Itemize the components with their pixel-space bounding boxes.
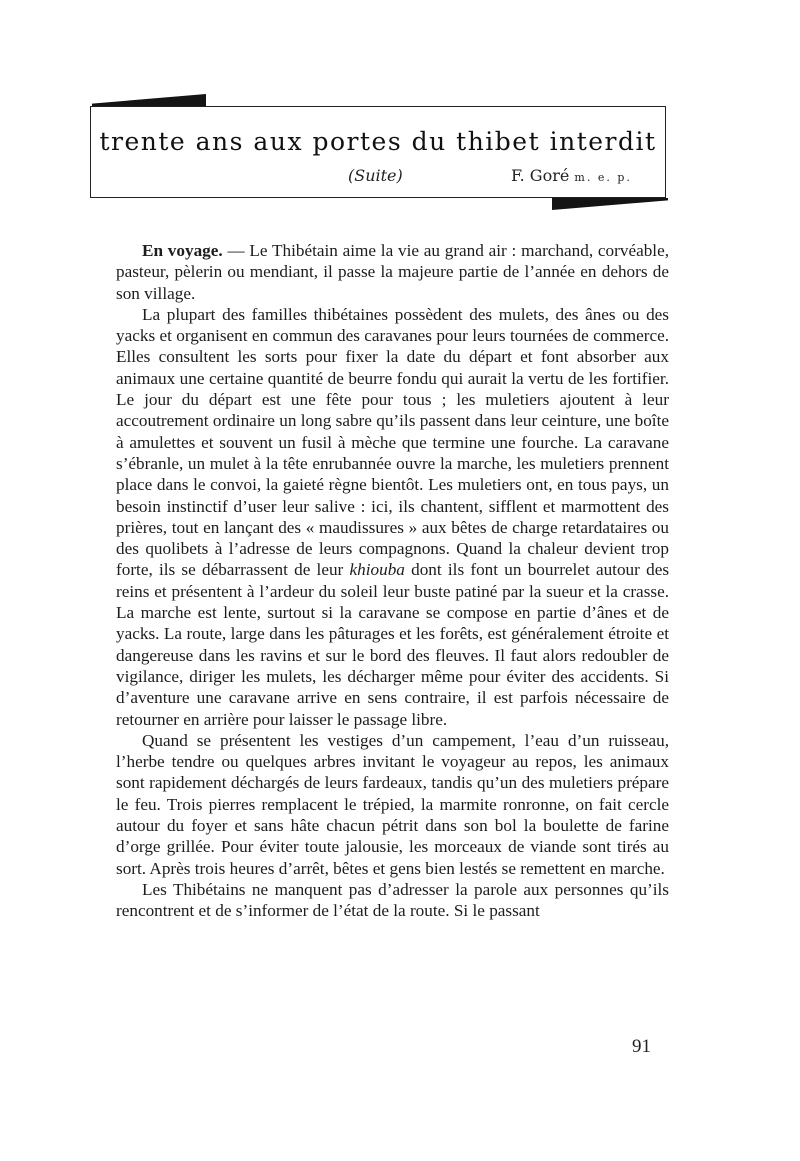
paragraph-4: Les Thibétains ne manquent pas d’adresser la parole aux personnes qu’ils rencontrent et de s’informer de l’état de la route. Si le passant <box>116 879 669 921</box>
title-rule-bottom <box>552 198 668 210</box>
paragraph-2 <box>116 304 669 730</box>
page-number: 91 <box>632 1036 651 1057</box>
paragraph-1-text: — Le Thibétain aime la vie au grand air : marchand, corvéable, pasteur, pèlerin ou mendiant, il passe la majeure partie de l’année en dehors de son village. <box>116 241 669 303</box>
paragraph-1 <box>116 240 669 304</box>
title-rule-top <box>92 94 206 106</box>
article-title: trente ans aux portes du thibet interdit <box>99 127 657 156</box>
article-body <box>116 240 669 922</box>
author-name: F. Goré <box>511 166 570 185</box>
paragraph-2-text-a: La plupart des familles thibétaines possèdent des mulets, des ânes ou des yacks et organisent en commun des caravanes pour leurs tournées de commerce. Elles consultent les sorts pour fixer la date du départ et font absorber aux animaux une certaine quantité de beurre fondu qui aurait la vertu de les fortifier. Le jour du départ est une fête pour tous ; les muletiers ajoutent à leur accoutrement ordinaire un long sabre qu’ils passent dans leur ceinture, une boîte à amulettes et souvent un fusil à mèche que termine une fourche. La caravane s’ébranle, un mulet à la tête enrubannée ouvre la marche, les muletiers prennent place dans le convoi, la gaieté règne bientôt. Les muletiers ont, en tous pays, un besoin instinctif d’user leur salive : ici, ils chantent, sifflent et marmottent des prières, tout en lançant des « maudissures » aux bêtes de charge retardataires ou des quolibets à l’adresse de leurs compagnons. Quand la chaleur devient trop forte, ils se débarrassent de leur <box>116 304 669 580</box>
paragraph-3: Quand se présentent les vestiges d’un campement, l’eau d’un ruisseau, l’herbe tendre ou quelques arbres invitant le voyageur au repos, les animaux sont rapidement déchargés de leurs fardeaux, tandis qu’un des muletiers prépare le feu. Trois pierres remplacent le trépied, la marmite ronronne, on fait cercle autour du foyer et sans hâte chacun pétrit dans son bol la boulette de farine d’orge grillée. Pour éviter toute jalousie, les morceaux de viande sont tirés au sort. Après trois heures d’arrêt, bêtes et gens bien lestés se remettent en marche. <box>116 730 669 878</box>
title-frame <box>90 106 666 198</box>
paragraph-2-text-b: dont ils font un bourrelet autour des reins et présentent à l’ardeur du soleil leur buste patiné par la sueur et la crasse. La marche est lente, surtout si la caravane se compose en partie d’ânes et de yacks. La route, large dans les pâturages et les forêts, est généralement étroite et dangereuse dans les ravins et sur le bord des fleuves. Il faut alors redoubler de vigilance, diriger les mulets, les décharger même pour éviter des accidents. Si d’aventure une caravane arrive en sens contraire, il est parfois nécessaire de retourner en arrière pour laisser le passage libre. <box>116 560 670 729</box>
section-lead: En voyage. <box>142 241 223 260</box>
author-byline <box>511 166 632 185</box>
suite-label: (Suite) <box>348 166 403 185</box>
author-org: m. e. p. <box>574 171 632 184</box>
italic-term: khiouba <box>349 560 405 580</box>
